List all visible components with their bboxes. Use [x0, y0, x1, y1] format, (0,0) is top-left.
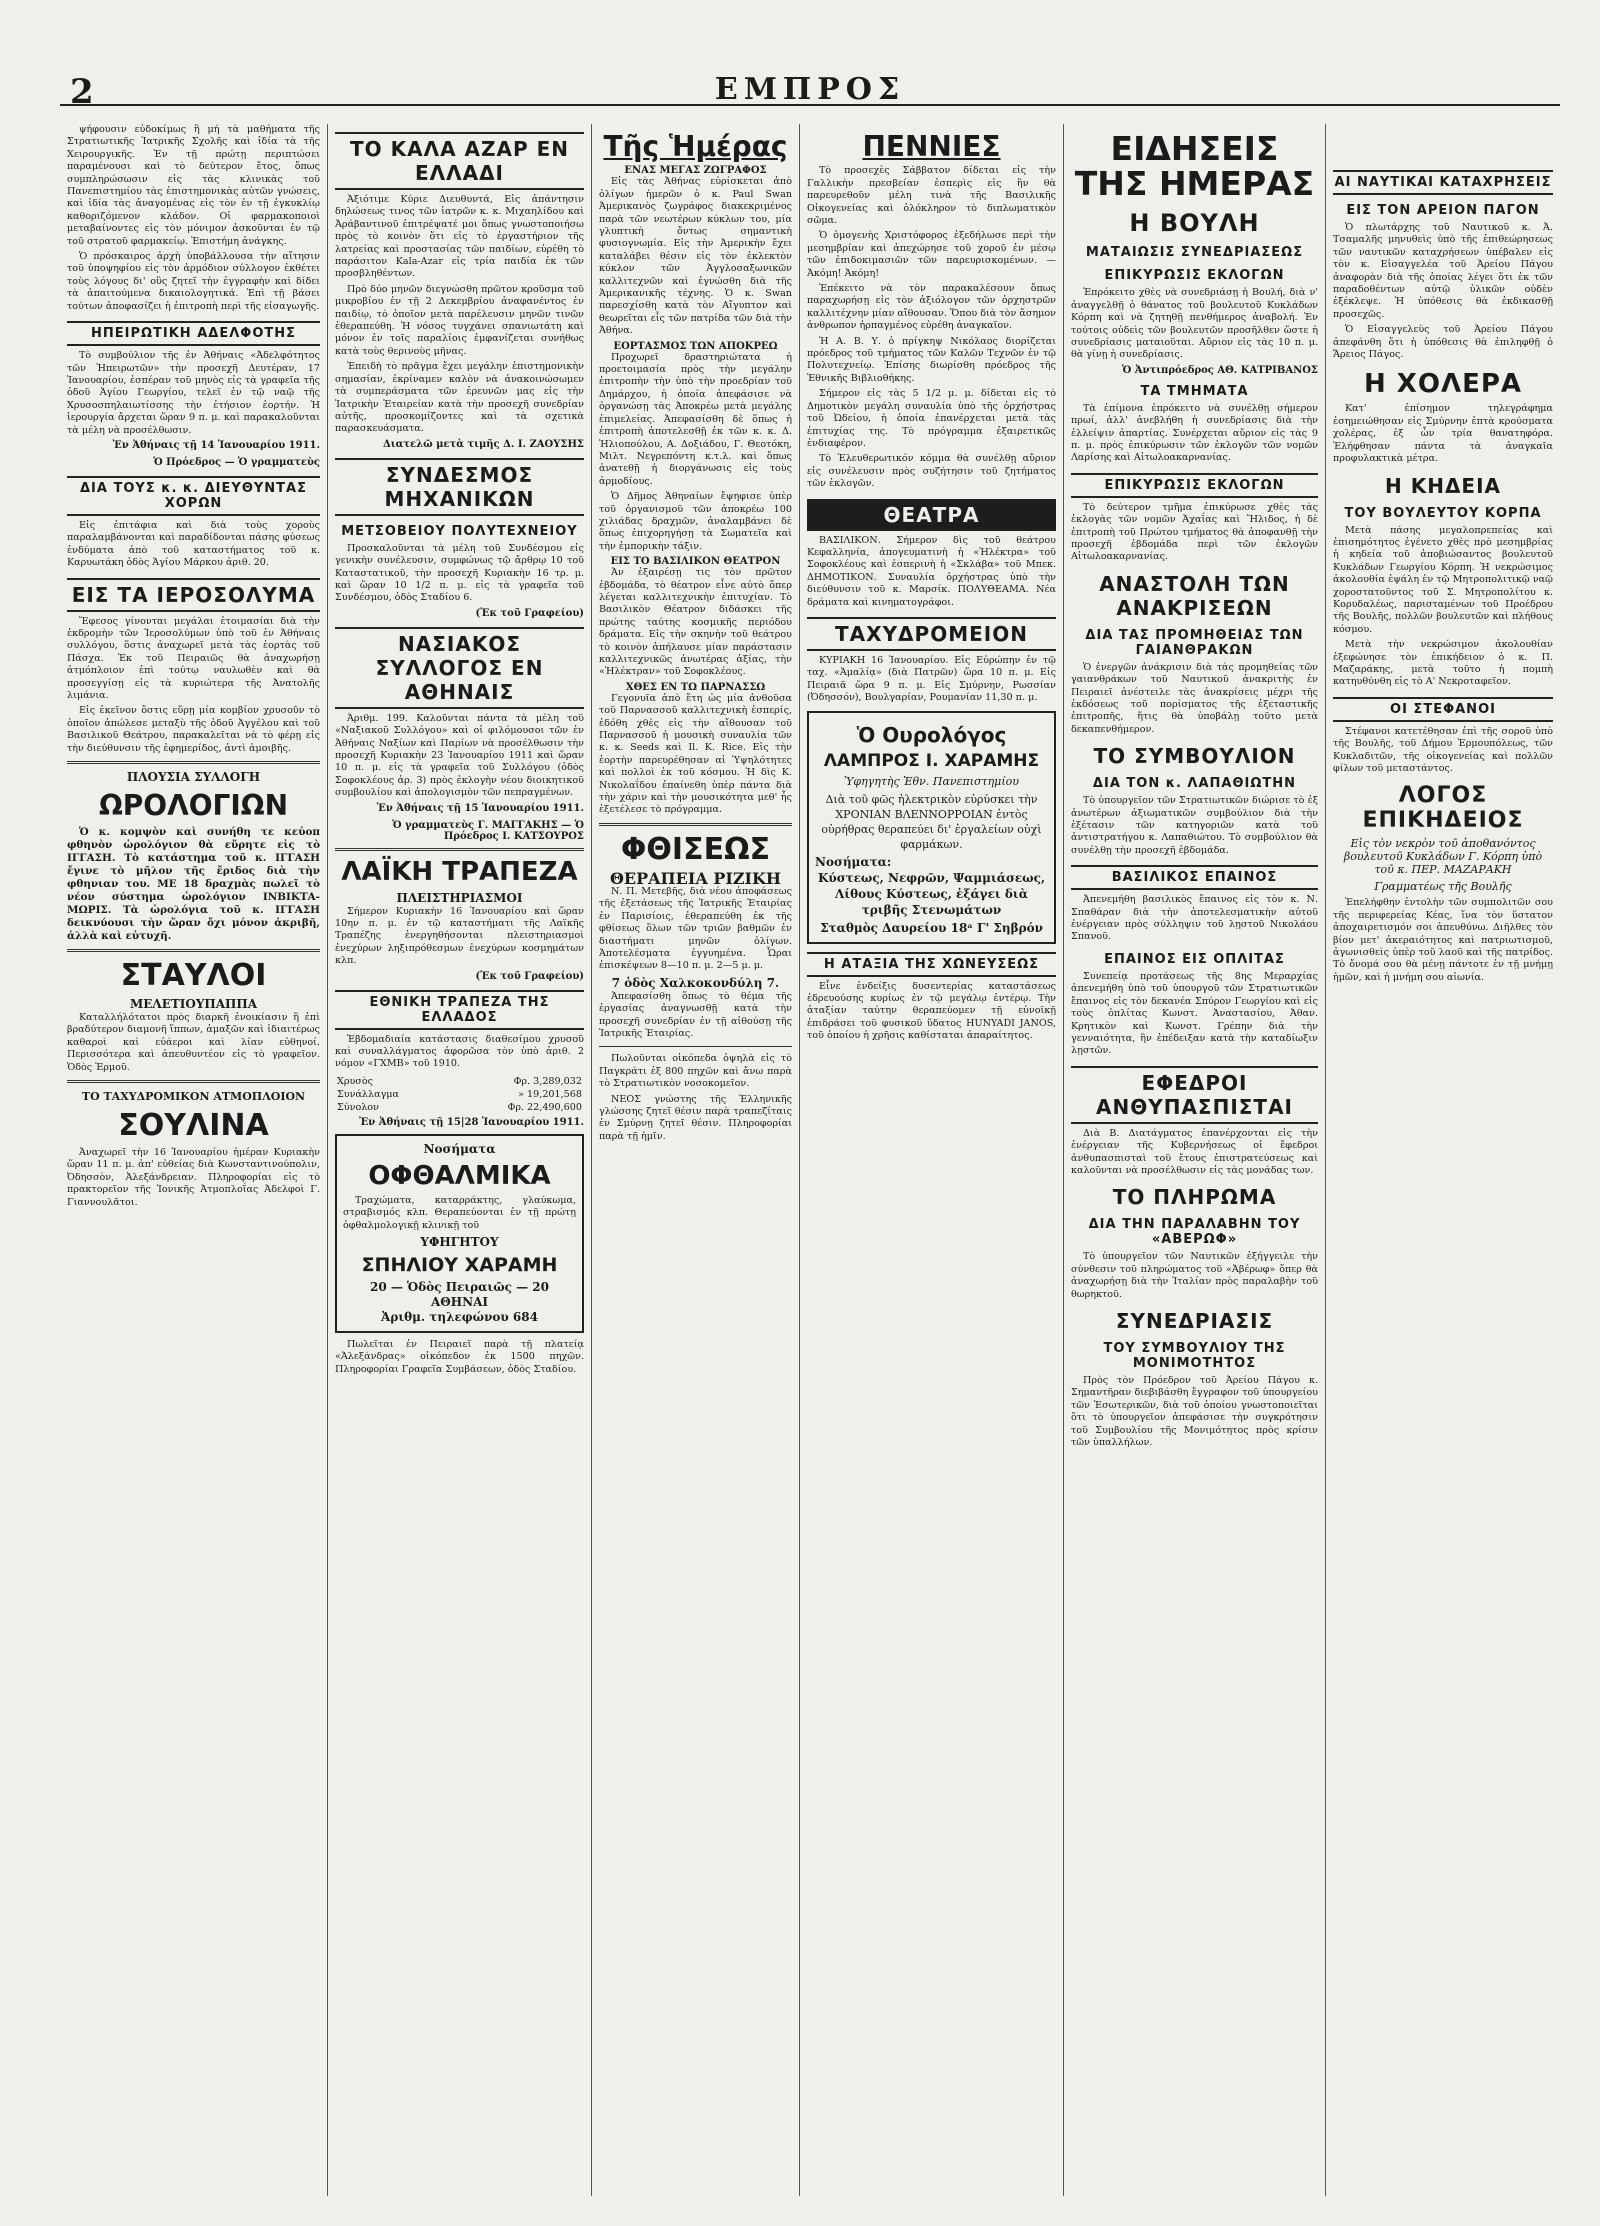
article-text: Πρὸς τὸν Πρόεδρον τοῦ Ἀρείου Πάγου κ. Σημαντῆραν διεβιβάσθη ἔγγραφον τοῦ ὑπουργείου τῶν Ἐσωτερικῶν, διὰ τοῦ ὁποίου γνωστοποιεῖται ὅτι τὸ ὑπουργεῖον ἀπεφάσισε τὴν συγκρότησιν τοῦ Συμβουλίου τῆς Μονιμότητος πρὸς κρίσιν τῶν ὑπαλλήλων. [1071, 1374, 1318, 1448]
article-text: Ὁ ὁμογενὴς Χριστόφορος ἐξεδήλωσε περὶ τὴν μεσημβρίαν καὶ ἀπεχώρησε τοῦ χοροῦ ἐν μέσῳ τῶν ἐπιδοκιμασιῶν τῶν παρευρισκομένων. — Ἀκόμη! Ἀκόμη! [807, 230, 1056, 279]
masthead [60, 72, 1560, 112]
headline: ΔΙΑ ΤΟΥΣ κ. κ. ΔΙΕΥΘΥΝΤΑΣ ΧΟΡΩΝ [67, 476, 320, 516]
article-text: Τὸ Ἐλευθερωτικόν κόμμα θὰ συνέλθῃ αὔριον εἰς συνέλευσιν πρὸς συζήτησιν τοῦ ζητήματος τῶν ἐκλογῶν. [807, 453, 1056, 490]
gold-table [335, 1074, 584, 1115]
article-text: Κατ' ἐπίσημον τηλεγράφημα ἐσημειώθησαν εἰς Σμύρνην ἐπτὰ κρούσματα χολέρας, ἐξ ὧν τρία θανατηφόρα. Ἐλήφθησαν πάντα τὰ ἀναγκαῖα προφυλακτικὰ μέτρα. [1333, 403, 1553, 465]
article-text: Ἀξιότιμε Κύριε Διευθυντά, Εἰς ἀπάντησιν δηλώσεως τινος τῶν ἰατρῶν κ. κ. Μιχαηλίδου καὶ Ἀράβαντινοῦ ἐπιτρέψατέ μοι ὅπως γνωστοποιήσω πρὸς τὸ κοινὸν ὅτι εἰς τὸ ἐργαστήριον τῆς λατρείας καὶ προστασίας τῶν παιδίων, εὑρέθη τὸ παράσιτον Kala-Azar εἰς τρία παιδία ἐκ τῶν προσβληθέντων. [335, 194, 584, 280]
headline: ΣΥΝΕΔΡΙΑΣΙΣ [1115, 1308, 1274, 1333]
headline: ΕΦΕΔΡΟΙ ΑΝΘΥΠΑΣΠΙΣΤΑΙ [1071, 1066, 1318, 1124]
article-text: Ὁ Δῆμος Ἀθηναίων ἔψηφισε ὑπὲρ τοῦ ὀργανισμοῦ τῶν ἀποκρέω 100 χιλιάδας δραχμῶν, ἀναλαμβάνει δὲ ὅπως ἐπιχορηγήσῃ τὰ Σωματεῖα καὶ τὴν ἐμπορικὴν τάξιν. [599, 491, 792, 552]
table-cell: Φρ. 22,490,600 [507, 1101, 582, 1113]
headline: ΕΠΑΙΝΟΣ ΕΙΣ ΟΠΛΙΤΑΣ [1104, 951, 1285, 967]
ad-label: Νοσήματα: [815, 854, 892, 869]
article-text: Τὸ συμβούλιον τῆς ἐν Ἀθήναις «Ἀδελφότητος τῶν Ἠπειρωτῶν» τὴν προσεχῆ Δευτέραν, 17 Ἰανουαρίου, ἑσπέραν τοῦ μηνὸς εἰς τὰ γραφεῖα τῆς ὁδοῦ Ἀγίου Γεωργίου, τελεῖ ἐν τῷ ναῷ τῆς Χρυσοσπηλαιωτίσσης τὴν ἐτήσιον ἑορτήν. Ἡ ἱερουργία ἄρχεται ὥραν 9 π. μ. καὶ παρακαλοῦνται τὰ μέλη νὰ προσέλθωσιν. [67, 350, 320, 436]
article-text: Ὁ πρόσκαιρος ἀρχὴ ὑποβάλλουσα τὴν αἴτησιν τοῦ ὑποψηφίου εἰς τὸν ἀρμόδιον σύλλογον ἐκθέτει τοὺς λόγους δι' οὓς ζητεῖ τὴν ἐγγραφὴν καὶ δίδει τὰ ἀπαιτούμενα δικαιολογητικά. Ἐπὶ τῇ βάσει τούτων ἀποφασίζει ἡ ἐπιτροπὴ περὶ τῆς εἰσαγωγῆς. [67, 251, 320, 312]
article-text: Ὁ Εἰσαγγελεὺς τοῦ Ἀρείου Πάγου ἀπεφάνθη ὅτι ἡ ὑπόθεσις θὰ ἐπιληφθῇ ὁ Ἄρειος Πάγος. [1333, 324, 1553, 361]
headline: Η ΚΗΔΕΙΑ [1385, 473, 1501, 498]
article-text: ΒΑΣΙΛΙΚΟΝ. Σήμερον δὶς τοῦ θεάτρου Κεφαλληνία, ἀπογευματινὴ ἡ «Ἡλέκτρα» τοῦ Σοφοκλέους καὶ ἑσπερινὴ ἡ «Σκλάβα» τοῦ Μπεκ. ΔΗΜΟΤΙΚΟΝ. Συναυλία ὀρχήστρας ὑπὸ τὴν διεύθυνσιν τοῦ κ. Μαρσίκ. ΠΟΛΥΘΕΑΜΑ. Νέα δράματα καὶ κινηματογράφοι. [807, 534, 1056, 608]
headline: ΣΥΝΔΕΣΜΟΣ ΜΗΧΑΝΙΚΩΝ [335, 458, 584, 516]
ad-subtitle: ΠΛΕΙΣΤΗΡΙΑΣΜΟΙ [396, 890, 523, 905]
article-text: Συνεπείᾳ προτάσεως τῆς 8ης Μεραρχίας ἀπενεμήθη ὑπὸ τοῦ ὑπουργοῦ τῶν Στρατιωτικῶν ἔπαινος εἰς τὸν δεκανέα Σπύρον Γεωργίου καὶ εἰς τοὺς ὁπλίτας Κωνστ. Ἀναστασίου, Ἀθαν. Κρητικὸν καὶ Κωνστ. Γρέπην διὰ τὴν γενναιότητα, ἣν ἐπέδειξαν κατὰ τὴν καταδίωξιν λῃστῶν. [1071, 970, 1318, 1057]
ad-name: ΣΠΗΛΙΟΥ ΧΑΡΑΜΗ [361, 1254, 558, 1277]
article-text: Ἀπεφασίσθη ὅπως τὸ θέμα τῆς ἐργασίας ἀναγνωσθῇ κατὰ τὴν προσεχῆ συνεδρίαν ἐν τῇ αἰθούσῃ τῆς Ἰατρικῆς Ἑταιρίας. [599, 990, 792, 1039]
article-text: Τὰ ἐπίμονα ἐπρόκειτο νὰ συνέλθῃ σήμερον πρωί, ἀλλ' ἀνεβλήθη ἡ συνεδρίασις διὰ τὴν ἐλλείψιν ἀπαρτίας. Συνέρχεται αὔριον εἰς τὰς 9 π. μ. πρὸς ἐπικύρωσιν τῶν ἐκλογῶν τῶν νομῶν Λαρίσης καὶ Αἰτωλοακαρνανίας. [1071, 402, 1318, 464]
subhead: ΔΙΑ ΤΟΝ κ. ΛΑΠΑΘΙΩΤΗΝ [1092, 776, 1297, 792]
ad-subtitle: ΜΕΛΕΤΙΟΥΠΑΠΠΑ [129, 997, 258, 1012]
headline: ΒΑΣΙΛΙΚΟΣ ΕΠΑΙΝΟΣ [1071, 865, 1318, 890]
table-cell: Συνάλλαγμα [337, 1088, 400, 1100]
article-text: Πρὸ δύο μηνῶν διεγνώσθη πρῶτον κροῦσμα τοῦ μικροβίου ἐν τῇ 2 Δεκεμβρίου ἀναφανέντος ἐν παιδίῳ, τὸ ὁποῖον μετὰ παρέλευσιν μηνῶν τινῶν ἐθεραπεύθη. Ἡ νόσος τυγχάνει σπανιωτάτη καὶ μόνον ἐν τοῖς παραλίοις ἐμφανίζεται συνήθως κατὰ τοὺς θερινοὺς μῆνας. [335, 283, 584, 357]
ad-title: ΦΘΙΣΕΩΣ [620, 831, 771, 867]
article-text: Εἰς ἐκεῖνον ὅστις εὕρῃ μία κομβίον χρυσοῦν τὸ ὁποῖον ἀπώλεσε μεταξὺ τῆς ὁδοῦ Ἀγγέλου καὶ τοῦ Βασιλικοῦ Θεάτρου, παρακαλεῖται νὰ τὸ φέρῃ εἰς τὴν διεύθυνσιν τῆς ἐφημερίδος, ἀντὶ ἀμοιβῆς. [67, 705, 320, 754]
article-text: Τὸ προσεχὲς Σάββατον δίδεται εἰς τὴν Γαλλικὴν πρεσβείαν ἑσπερὶς εἰς ἣν θὰ παρευρεθοῦν μέλη τινὰ τῆς Βασιλικῆς Οἰκογενείας καὶ ὁλόκληρον τὸ διπλωματικὸν σῶμα. [807, 165, 1056, 227]
signature: Ὁ Πρόεδρος — Ὁ γραμματεὺς [153, 456, 320, 468]
divider [67, 1080, 320, 1083]
subhead: ΤΑ ΤΜΗΜΑΤΑ [1140, 383, 1249, 399]
subhead: Εἰς τὸν νεκρὸν τοῦ ἀποθανόντος βουλευτοῦ Κυκλάδων Γ. Κόρπη ὑπὸ τοῦ κ. ΠΕΡ. ΜΑΖΑΡΑΚΗ [1343, 837, 1543, 877]
article-text: Ἀριθμ. 199. Καλοῦνται πάντα τὰ μέλη τοῦ «Ναξιακοῦ Συλλόγου» καὶ οἱ φιλόμουσοι τῶν ἐν Ἀθήναις Ναξίων καὶ Παρίων νὰ προσέλθωσιν τὴν προσεχῆ Κυριακὴν 23 Ἰανουαρίου 1911 καὶ ὥραν 10 π. μ. εἰς τὰ γραφεῖα τοῦ Συλλόγου (ὁδὸς Σοφοκλέους ἀρ. 3) πρὸς ἐκλογὴν νέου διοικητικοῦ συμβουλίου καὶ ἀπολογισμὸν τῶν πεπραγμένων. [335, 712, 584, 799]
subhead: ΕΙΣ ΤΟ ΒΑΣΙΛΙΚΟΝ ΘΕΑΤΡΟΝ [610, 556, 781, 568]
article-text: ΚΥΡΙΑΚΗ 16 Ἰανουαρίου. Εἰς Εὐρώπην ἐν τῷ ταχ. «Ἀμαλίᾳ» (διὰ Πατρῶν) ὥρα 10 π. μ. Εἰς Πειραιᾶ ὥρα 9 π. μ. Εἰς Σμύρνην, Ρωσσίαν (Ὀδησσόν), Βουλγαρίαν, Ρουμανίαν 11,30 π. μ. [807, 654, 1056, 704]
subhead: ΕΟΡΤΑΣΜΟΣ ΤΩΝ ΑΠΟΚΡΕΩ [613, 340, 778, 352]
ad-title: ΟΦΘΑΛΜΙΚΑ [368, 1160, 551, 1191]
column-4 [800, 124, 1064, 2196]
signature: Ὁ Ἀντιπρόεδρος ΑΘ. ΚΑΤΡΙΒΑΝΟΣ [1121, 364, 1318, 376]
subhead: ΕΠΙΚΥΡΩΣΙΣ ΕΚΛΟΓΩΝ [1071, 473, 1318, 498]
headline: ΝΑΣΙΑΚΟΣ ΣΥΛΛΟΓΟΣ ΕΝ ΑΘΗΝΑΙΣ [335, 627, 584, 709]
divider [599, 823, 792, 826]
ad-city: ΑΘΗΝΑΙ [431, 1295, 488, 1310]
section-title: ΠΕΝΝΙΕΣ [862, 130, 1001, 163]
signature: (Ἐκ τοῦ Γραφείου) [475, 970, 584, 982]
article-text: Μετὰ πάσης μεγαλοπρεπείας καὶ ἐπισημότητος ἐγένετο χθὲς πρὸ μεσημβρίας ἡ κηδεία τοῦ ἀποβιώσαντος βουλευτοῦ Κυκλάδων Γεωργίου Κόρπη. Ἡ νεκρώσιμος ἀκολουθία ἐψάλη ἐν τῷ Μητροπολιτικῷ ναῷ χοροστατοῦντος τοῦ Σ. Μητροπολίτου κ. Κορυδαλέως, παρισταμένων τοῦ Προέδρου τῆς Βουλῆς, πολλῶν βουλευτῶν καὶ πλήθους κόσμου. [1333, 524, 1553, 635]
signature: Διατελῶ μετὰ τιμῆς Δ. Ι. ΖΑΟΥΣΗΣ [382, 438, 584, 450]
table-cell: Σύνολον [337, 1101, 379, 1113]
signature: Ἐν Ἀθήναις τῇ 14 Ἰανουαρίου 1911. [112, 439, 320, 451]
divider [67, 949, 320, 952]
headline: ΤΟ ΣΥΜΒΟΥΛΙΟΝ [1093, 744, 1296, 769]
columns [60, 124, 1560, 2196]
column-2 [328, 124, 592, 2196]
column-5 [1064, 124, 1326, 2196]
ad-title: ΛΑΜΠΡΟΣ Ι. ΧΑΡΑΜΗΣ [823, 750, 1040, 771]
column-6 [1326, 124, 1560, 2196]
headline: ΟΙ ΣΤΕΦΑΝΟΙ [1333, 697, 1553, 722]
article-text: Τὸ ὑπουργεῖον τῶν Στρατιωτικῶν διώρισε τὸ ἐξ ἀνωτέρων ἀξιωματικῶν συμβούλιον διὰ τὴν ἐξέτασιν τῶν κατηγοριῶν κατὰ τοῦ ἀντιστρατήγου κ. Λαπαθιώτου. Τὸ συμβούλιον θὰ συνέλθῃ τὴν προσεχῆ ἑβδομάδα. [1071, 795, 1318, 856]
ad-kicker: ΥΦΗΓΗΤΟΥ [420, 1235, 499, 1250]
ad-title: ΩΡΟΛΟΓΙΩΝ [98, 789, 289, 823]
headline: ΛΟΓΟΣ ΕΠΙΚΗΔΕΙΟΣ [1362, 783, 1524, 834]
ad-text: Διὰ τοῦ φῶς ἠλεκτρικὸν εὐρύσκει τὴν ΧΡΟΝΙΑΝ ΒΛΕΝΝΟΡΡΟΙΑΝ ἐντὸς οὐρήθρας θεραπεύει δι' ἐργαλείων οὐχὶ φαρμάκων. [821, 792, 1042, 851]
article-text: Ὁ ἐνεργῶν ἀνάκρισιν διὰ τὰς προμηθείας τῶν γαιανθράκων τοῦ Ναυτικοῦ ἀνακριτὴς ἐν Πειραιεῖ ἀνέστειλε τὰς ἀνακρίσεις μέχρι τῆς ἐκδόσεως τοῦ πορίσματος τῆς ἐξεταστικῆς ἐπιτροπῆς, ἥτις θὰ ὑποβάλῃ τοῦτο μετὰ δεκαπενθήμερον. [1071, 661, 1318, 735]
headline: ΜΕΤΣΟΒΕΙΟΥ ΠΟΛΥΤΕΧΝΕΙΟΥ [341, 523, 578, 539]
article-text: Ὁ πλωτάρχης τοῦ Ναυτικοῦ κ. Ἀ. Τσαμαλῆς μηνυθεὶς ὑπὸ τῆς ἐπιθεώρησεως τῶν ναυτικῶν καταχρήσεων ὑπέβαλεν εἰς τὸν κ. Εἰσαγγελέα τοῦ Ἀρείου Πάγου ἀναφορὰν διὰ τῆς ὁποίας λέγει ὅτι ἐκ τῶν παραδοθέντων αὐτῷ ὑλικῶν οὐδὲν ἐξέκλεψε. Ἡ ὑπόθεσις θὰ ἐκδικασθῇ προσεχῶς. [1333, 222, 1553, 320]
headline: Η ΑΤΑΞΙΑ ΤΗΣ ΧΩΝΕΥΣΕΩΣ [807, 952, 1056, 977]
article-text: Ἐπρόκειτο χθὲς νὰ συνεδριάσῃ ἡ Βουλή, διὰ ν' ἀναγγελθῇ ὁ θάνατος τοῦ βουλευτοῦ Κυκλάδων Κόρπη καὶ νὰ ζητηθῇ πενθήμερος ἀναβολή. Ἐν τούτοις οὐδεὶς τῶν βουλευτῶν προσῆλθεν ὥστε ἡ συνεδρίασις ματαιοῦται. Αὔριον εἰς τὰς 10 π. μ. θὰ γίνῃ ἡ συνεδρίασις. [1071, 287, 1318, 361]
article-text: Ἀπενεμήθη βασιλικὸς ἔπαινος εἰς τὸν κ. Ν. Σπαθάραν διὰ τὴν ἀποτελεσματικὴν αὐτοῦ ἐνέργειαν πρὸς σύλληψιν τοῦ λῃστοῦ Νικολάου Σπανοῦ. [1071, 894, 1318, 943]
signature: (Ἐκ τοῦ Γραφείου) [475, 607, 584, 619]
signature: Ἐν Ἀθήναις τῇ 15|28 Ἰανουαρίου 1911. [359, 1116, 584, 1128]
article-text: Ἔφεσος γίνονται μεγάλαι ἑτοιμασίαι διὰ τὴν ἐκδρομὴν τῶν Ἱεροσολύμων ὑπὸ τοῦ ἐν Ἀθήναις συλλόγου, ὅστις ἀναχωρεῖ μετὰ τὰς ἑορτὰς τοῦ Πάσχα. Ἐκ τοῦ Πειραιῶς θὰ ἀναχωρήσῃ ἀτμόπλοιον ἐπὶ τούτῳ ναυλωθὲν καὶ θὰ προσεγγίσῃ εἰς τὰ κυριώτερα τῆς Ἀνατολῆς λιμάνια. [67, 615, 320, 701]
ad-text: Ἀναχωρεῖ τὴν 16 Ἰανουαρίου ἡμέραν Κυριακὴν ὥραν 11 π. μ. ἀπ' εὐθείας διὰ Κωνσταντινούπολιν, Ὀδησσὸν, Ἀλεξάνδρειαν. Πληροφορίαι εἰς τὸ πρακτορεῖον τῆς Ἰονικῆς Ἀτμοπλοΐας Ἀδελφοὶ Γ. Γιαννουλᾶτοι. [67, 1147, 320, 1208]
article-text: Πωλοῦνται οἰκόπεδα ὀψηλὰ εἰς τὸ Παγκράτι ἐξ 800 πηχῶν καὶ ἄνω παρὰ τὸ Στρατιωτικὸν νοσοκομεῖον. [599, 1053, 792, 1090]
headline: ΗΠΕΙΡΩΤΙΚΗ ΑΔΕΛΦΟΤΗΣ [67, 321, 320, 346]
divider [599, 1046, 792, 1047]
ad-text: Ὁ κ. κομψὸν καὶ συνήθη τε κεὐοπ φθηνὸν ὡρολόγιον θὰ εὕρητε εἰς τὸ ΙΓΓΑΣΗ. Τὸ κατάστημα τοῦ κ. ΙΓΓΑΣΗ ἔγινε τὸ μῆλον τῆς ἔριδος διὰ τὴν φθηνιαν του. ΜΕ 18 δραχμὰς πωλεῖ τὸ νέον σύστημα ὡρολόγιον ΙΝΒΙΚΤΑ-ΜΩΡΙΣ. Τὰ ὡρολόγια τοῦ κ. ΙΓΓΑΣΗ δεικνύουσι τὴν ὥραν ὄχι μόνον ἀκριβῆ, ἀλλὰ καὶ εὐτυχῆ. [67, 826, 320, 943]
paper-name: ΕΜΠΡΟΣ [714, 72, 906, 107]
article-text: Εἰς ἐπιτάφια καὶ διὰ τοὺς χοροὺς παραλαμβάνονται καὶ παραδίδονται πάσης φύσεως ἐνδύματα ἀπὸ τοῦ καταστήματος τοῦ κ. Καρυωτάκη ὁδὸς Ἁγίου Μάρκου ἀριθ. 20. [67, 519, 320, 569]
ad-title: ΣΤΑΥΛΟΙ [120, 958, 267, 994]
ad-address: Σταθμὸς Δαυρείου 18ᵃ Γ' Σηβρόν [820, 920, 1043, 935]
headline: ΤΟ ΚΑΛΑ ΑΖΑΡ ΕΝ ΕΛΛΑΔΙ [335, 132, 584, 190]
ad-text: Σήμερον Κυριακὴν 16 Ἰανουαρίου καὶ ὥραν 10ην π. μ. ἐν τῷ καταστήματι τῆς Λαϊκῆς Τραπέζης ἐνεργηθήσονται πλειστηριασμοὶ ἐνεχύρων ληξιπρόθεσμων ἐνεχύρων κοσμημάτων κλπ. [335, 905, 584, 967]
ad-text: Τραχώματα, καταρράκτης, γλαύκωμα, στραβισμός κλπ. Θεραπεύονται ἐν τῇ πρώτῃ ὀφθαλμολογικῇ κλινικῇ τοῦ [343, 1194, 576, 1231]
table-cell: » 19,201,568 [518, 1088, 582, 1100]
article-text: Ἑβδομαδιαία κατάστασις διαθεσίμου χρυσοῦ καὶ συναλλάγματος ἀφορῶσα τὸν ὑπὸ ἀριθ. 2 νόμον «ΓΧΜΒ» τοῦ 1910. [335, 1033, 584, 1070]
ad-subtitle: ΘΕΡΑΠΕΙΑ ΡΙΖΙΚΗ [609, 868, 782, 888]
subhead: ΔΙΑ ΤΗΝ ΠΑΡΑΛΑΒΗΝ ΤΟΥ «ΑΒΕΡΩΦ» [1088, 1217, 1301, 1248]
table-row [337, 1076, 582, 1087]
headline: ΑΙ ΝΑΥΤΙΚΑΙ ΚΑΤΑΧΡΗΣΕΙΣ [1333, 170, 1553, 195]
ad-kicker: ΤΟ ΤΑΧΥΔΡΟΜΙΚΟΝ ΑΤΜΟΠΛΟΙΟΝ [81, 1090, 306, 1104]
ad-title: ΣΟΥΛΙΝΑ [118, 1108, 269, 1144]
ad-box [807, 711, 1056, 944]
article-text: Διὰ Β. Διατάγματος ἐπανέρχονται εἰς τὴν ἐνέργειαν τῆς Κυβερνήσεως οἱ ἔφεδροι ἀνθυπασπισταὶ τοῦ ἔτους ἐπιστρατεύσεως καὶ καλοῦνται νὰ προσέλθωσιν εἰς τὰς μονάδας των. [1071, 1127, 1318, 1176]
section-title: Τῆς Ἡμέρας [603, 130, 788, 163]
article-text: Μετὰ τὴν νεκρώσιμον ἀκολουθίαν ἐξεφώνησε τὸν ἐπικήδειον ὁ κ. Π. Μαζαράκης, μετὰ τοῦτο ἡ πομπὴ κατηυθύνθη εἰς τὸ Α' Νεκροταφεῖον. [1333, 639, 1553, 688]
article-text: Τὸ ὑπουργεῖον τῶν Ναυτικῶν ἐξήγγειλε τὴν σύνθεσιν τοῦ πληρώματος τοῦ «Ἀβέρωφ» ὅπερ θὰ ἀναχωρήσῃ διὰ τὴν Ἰταλίαν πρὸς παραλαβὴν τοῦ θωρηκτοῦ. [1071, 1251, 1318, 1300]
divider [335, 848, 584, 851]
table-row [337, 1102, 582, 1113]
ad-subtitle: Ὑφηγητὴς Ἐθν. Πανεπιστημίου [844, 774, 1019, 788]
article-text: Ἐπελήφθην ἐντολὴν τῶν συμπολιτῶν σου τῆς περιφερείας Κέας, ἵνα τὸν ὕστατον ἀποχαιρετισμόν σοι ἀπευθύνω. Διῆλθες τὸν βίον μετ' ἀκεραιότητος καὶ πατριωτισμοῦ, ἀγωνισθεὶς ὑπὲρ τοῦ λαοῦ καὶ τῆς πατρίδος. Τὸ ὄνομά σου θὰ μένῃ πάντοτε ἐν τῇ μνήμῃ ἡμῶν, καὶ ἡ μνήμη σου αἰωνία. [1333, 897, 1553, 983]
headline: ΘΕΑΤΡΑ [807, 499, 1056, 531]
subhead: ΤΟΥ ΣΥΜΒΟΥΛΙΟΥ ΤΗΣ ΜΟΝΙΜΟΤΗΤΟΣ [1103, 1340, 1286, 1371]
subhead: ΔΙΑ ΤΑΣ ΠΡΟΜΗΘΕΙΑΣ ΤΩΝ ΓΑΙΑΝΘΡΑΚΩΝ [1085, 627, 1304, 658]
article-text: Ἐπειδὴ τὸ πρᾶγμα ἔχει μεγάλην ἐπιστημονικὴν σημασίαν, ἐκρίναμεν καλὸν νὰ ἀνακοινώσωμεν τὰ συμπεράσματα τῶν ἐρευνῶν μας εἰς τὴν Ἰατρικὴν Ἑταιρείαν κατὰ τὴν προσεχῆ συνεδρίαν αὐτῆς, προσκομίζοντες καὶ τὰ σχετικὰ παρασκευάσματα. [335, 361, 584, 435]
ad-address: 7 ὁδὸς Χαλκοκονδύλη 7. [611, 975, 780, 990]
ad-text: Ν. Π. Μετεβῆς, διὰ νέου ἀποφάσεως τῆς ἐξετάσεως τῆς Ἰατρικῆς Ἑταιρίας ἐν Παρισίοις, ἐθεραπεύθη ἐκ τῆς φθίσεως ὅλων τῶν τριῶν βαθμῶν ἐν διαστήματι μηνῶν ὀλίγων. Ἀποτελέσματα ἐγγυημένα. Ὧραι ἐπισκέψεων 8—10 π. μ. 2—5 μ. μ. [599, 885, 792, 972]
column-3 [592, 124, 800, 2196]
table-row [337, 1089, 582, 1100]
article-text: Εἶνε ἐνδείξις δυσεντερίας καταστάσεως ἐδρευούσης κυρίως ἐν τῷ μεγάλῳ ἐντέρῳ. Τὴν ἀταξίαν ταύτην θεραπεύομεν τῇ εὐνοϊκῇ ἐπιδράσει τοῦ φυσικοῦ ὕδατος HUNYADI JANOS, τοῦ ὁποίου ἡ χρῆσις καθίσταται ἀπαραίτητος. [807, 980, 1056, 1042]
article-text: Ἀν ἐξαιρέσῃ τις τὸν πρῶτον ἐβδομάδα, τὸ θέατρον εἶνε αὐτὸ ὅπερ λέγεται καλλιτεχνικὴν ἐπιτυχίαν. Τὸ Βασιλικὸν Θέατρον διδάσκει τῆς πρώτης ταύτης κοσμικῆς περιόδου δράματα. Εἰς τὴν σκηνὴν τοῦ θεάτρου τὸ κοινὸν ἀπήλαυσε μίαν παράστασιν καλλιτεχνικῶς ἀνωτέρας ἀξίας, τὴν «Ἡλέκτραν» τοῦ Σοφοκλέους. [599, 567, 792, 678]
ad-kicker: Ὁ Ουρολόγος [856, 722, 1007, 747]
ad-address: 20 — Ὁδὸς Πειραιῶς — 20 [369, 1280, 549, 1295]
headline: Η ΧΟΛΕΡΑ [1363, 369, 1523, 400]
headline: ΕΘΝΙΚΗ ΤΡΑΠΕΖΑ ΤΗΣ ΕΛΛΑΔΟΣ [335, 990, 584, 1030]
ad-kicker: Νοσήματα [423, 1141, 496, 1156]
headline: ΤΟ ΠΛΗΡΩΜΑ [1112, 1185, 1277, 1210]
subhead: ΤΟΥ ΒΟΥΛΕΥΤΟΥ ΚΟΡΠΑ [1344, 505, 1542, 521]
article-text: Στέφανοι κατετέθησαν ἐπὶ τῆς σοροῦ ὑπὸ τῆς Βουλῆς, τοῦ Δήμου Ἑρμουπόλεως, τῶν Κυκλαδιτῶν, τῆς οἰκογενείας καὶ πολλῶν φίλων τοῦ μεταστάντος. [1333, 725, 1553, 774]
article-text: Ἡ Α. Β. Υ. ὁ πρίγκηψ Νικόλαος διορίζεται πρόεδρος τοῦ τμήματος τῶν Καλῶν Τεχνῶν ἐν τῷ Πολυτεχνείῳ. Ἐπίσης διωρίσθη πρόεδρος τῆς Ἐθνικῆς Βιβλιοθήκης. [807, 335, 1056, 384]
section-title: ΕΙΔΗΣΕΙΣ ΤΗΣ ΗΜΕΡΑΣ [1074, 129, 1315, 203]
article-text: Σήμερον εἰς τὰς 5 1/2 μ. μ. δίδεται εἰς τὸ Δημοτικὸν μεγάλη συναυλία ὑπὸ τῆς ὀρχήστρας τοῦ Ὠδείου, ἡ ὁποία ἐπανέρχεται μετὰ τὰς ἐπιτυχίας της. Τὸ πρόγραμμα ἐξαιρετικῶς ἐνδιαφέρον. [807, 388, 1056, 449]
subhead: ΕΝΑΣ ΜΕΓΑΣ ΖΩΓΡΑΦΟΣ [624, 165, 767, 177]
article-text: Προχωρεῖ δραστηριώτατα ἡ προετοιμασία πρὸς τὴν μεγάλην ἐπιτροπὴν τὴν ὑπὸ τὴν προεδρίαν τοῦ Δημάρχου, ἡ ὁποία ἀπεφάσισε νὰ ὀργανώσῃ τὰς Ἀποκρέω μετὰ μεγάλης ἐπιμελείας. Ἀπεφασίσθη δὲ ὅπως ἡ ἐπιτροπὴ ἀποτελεσθῇ ἐκ τῶν κ. κ. Δ. Ἠλιοπούλου, Α. Δοξιάδου, Γ. Θεοτόκη, Μιλτ. Νεγρεπόντη κ.τ.λ. καὶ ὅπως ἀνατεθῇ ἡ διοργάνωσις εἰς τοὺς ἁρμοδίους. [599, 351, 792, 487]
subhead: Γραμματέως τῆς Βουλῆς [1374, 880, 1512, 894]
page-number: 2 [70, 72, 94, 112]
ad-phone: Ἀριθμ. τηλεφώνου 684 [381, 1310, 538, 1325]
column-1 [60, 124, 328, 2196]
signature: Ὁ γραμματεὺς Γ. ΜΑΓΓΑΚΗΣ — Ὁ Πρόεδρος Ι. ΚΑΤΣΟΥΡΟΣ [392, 819, 584, 842]
article-text: Τὸ δεύτερον τμῆμα ἐπικύρωσε χθὲς τὰς ἐκλογὰς τῶν νομῶν Ἀχαΐας καὶ Ἤλιδος, ἡ δὲ ἐπιτροπὴ τοῦ Πρώτου τμήματος θὰ ἀποφανθῇ τὴν προσεχῆ ἑβδομάδα περὶ τῶν ἐκλογῶν Αἰτωλοακαρνανίας. [1071, 501, 1318, 563]
ad-title: ΛΑΪΚΗ ΤΡΑΠΕΖΑ [341, 856, 578, 887]
signature: Ἐν Ἀθήναις τῇ 15 Ἰανουαρίου 1911. [376, 802, 584, 814]
article-text: ΝΕΟΣ γνώστης τῆς Ἑλληνικῆς γλώσσης ζητεῖ θέσιν παρὰ τραπεζίταις ἐν Σμύρνῃ ζητεῖ θέσιν. Πληροφορίαι παρὰ τῇ ἡμῖν. [599, 1093, 792, 1142]
ad-box [335, 1134, 584, 1333]
article-text: ψήφουσιν εὐδοκίμως ἢ μή τὰ μαθήματα τῆς Στρατιωτικῆς Ἰατρικῆς Σχολῆς καὶ ἰδία τὰ τῆς Χειρουργικῆς. Ἐν τῇ πρώτῃ περιπτώσει παραμένουσι καὶ τὸ δεύτερον ἔτος, ὅπως συμπληρώσωσιν εἰς τὰς κλινικὰς τοῦ Πανεπιστημίου τὰς ἐπιστημονικὰς αὐτῶν γνώσεις, καὶ ἰδία τὰς ἀναγομένας εἰς τὸν ἐν τῇ ἐγκυκλίῳ καθοριζόμενον κλάδον. Οἱ φαρμακοποιοὶ μεταβαίνοντες εἰς τὸν μόνιμον ἀσκοῦνται ἐν τῷ τοῦ στρατοῦ φαρμακείῳ. Ἐπιστήμη ἀνάγκης. [67, 124, 320, 247]
article-text: Γεγονυῖα ἀπὸ ἔτη ὡς μία ἀνθοῦσα τοῦ Παρνασσοῦ καλλιτεχνικὴ ἑσπερίς, ἐδόθη χθὲς εἰς τὴν αἴθουσαν τοῦ Παρνασσοῦ ἡ μουσικὴ συναυλία τῶν κ. κ. Seeds καὶ Il. K. Rice. Εἰς τὴν ἑορτὴν παρευρέθησαν αἱ Ὑψηλότητες καὶ πολλοὶ ἐκ τοῦ κόσμου. Ἡ δὶς Κ. Νικολαΐδου ἐπαίνεθη ὑπὲρ πάντα διὰ τὴν χάριν καὶ τὴν μουσικότητα μεθ' ἧς ἐξετέλεσε τὸ πρόγραμμα. [599, 692, 792, 816]
headline: Η ΒΟΥΛΗ [1129, 209, 1260, 238]
table-cell: Χρυσὸς [337, 1075, 373, 1087]
subhead: ΕΙΣ ΤΟΝ ΑΡΕΙΟΝ ΠΑΓΟΝ [1346, 203, 1540, 218]
subhead: ΜΑΤΑΙΩΣΙΣ ΣΥΝΕΔΡΙΑΣΕΩΣ [1085, 245, 1304, 261]
article-text: Εἰς τὰς Ἀθήνας εὑρίσκεται ἀπὸ ὀλίγων ἡμερῶν ὁ κ. Paul Swan Ἀμερικανὸς ζωγράφος διακεκριμένος παρὰ τῶν νεωτέρων κύκλων του, μία γλυπτικὴ ὄντως σημαντικὴ φυσιογνωμία. Εἰς τὴν Ἀμερικὴν ἔχει καταλάβει θέσιν εἰς τὸν ἐκλεκτὸν κύκλον τῶν Ἀγγλοσαξωνικῶν καλλιτεχνῶν καὶ ἐγνώσθη διὰ τῆς Ἀμερικανικῆς τέχνης. Ὁ κ. Swan παρεσχίσθη κατὰ τὸν Αἴγυπτον καὶ θεωρεῖται εἷς τῶν πατρίδα τῶν διὰ τὴν Ἀθήνα. [599, 176, 792, 337]
ad-text: Κύστεως, Νεφρῶν, Ψαμμιάσεως, Λίθους Κύστεως, ἐξάγει διὰ τριβῆς Στενωμάτων [817, 870, 1046, 917]
article-text: Πωλεῖται ἐν Πειραιεῖ παρὰ τῇ πλατείᾳ «Ἀλεξάνδρας» οἰκόπεδον ἐκ 1500 πηχῶν. Πληροφορίαι Γραφεῖα Συμβάσεων, ὁδὸς Σταδίου. [335, 1339, 584, 1375]
article-text: Προσκαλοῦνται τὰ μέλη τοῦ Συνδέσμου εἰς γενικὴν συνέλευσιν, συμφώνως τῷ ἄρθρῳ 10 τοῦ Καταστατικοῦ, τὴν προσεχῆ Κυριακὴν 16 τρ. μ. καὶ ὥραν 10 1/2 π. μ. εἰς τὰ γραφεῖα τοῦ Συνδέσμου, ὁδὸς Σταδίου 6. [335, 542, 584, 604]
divider [67, 761, 320, 764]
headline: ΕΙΣ ΤΑ ΙΕΡΟΣΟΛΥΜΑ [67, 578, 320, 612]
ad-kicker: ΠΛΟΥΣΙΑ ΣΥΛΛΟΓΗ [126, 770, 261, 785]
headline: ΤΑΧΥΔΡΟΜΕΙΟΝ [807, 617, 1056, 651]
subhead: ΧΘΕΣ ΕΝ ΤΩ ΠΑΡΝΑΣΣΩ [625, 681, 766, 693]
ad-text: Καταλλήλότατοι πρὸς διαρκῆ ἐνοικίασιν ἢ ἐπὶ βραδύτερον διαμονῆ ἵππων, ἁμαξῶν καὶ ἰδιαιτέρως καθαροὶ καὶ εὐάεροι καὶ λίαν εὐθηνοί. Περισσότερα καὶ ἀπευθυντέον εἰς τὸ γραφεῖον. Ὁδὸς Ἑρμοῦ. [67, 1012, 320, 1073]
headline: ΑΝΑΣΤΟΛΗ ΤΩΝ ΑΝΑΚΡΙΣΕΩΝ [1099, 571, 1290, 620]
article-text: Ἐπέκειτο νὰ τὸν παρακαλέσουν ὅπως παραχωρήσῃ εἰς τὸν ἀξιόλογον τῶν ὀρχηστρῶν καλλιτέχνην μίαν αἴθουσαν. Ὅπου διὰ τὸν ἄσημον ἀνθρωπον ἠρπαγμένος εὐρέθη ἀναγκαῖον. [807, 283, 1056, 332]
table-cell: Φρ. 3,289,032 [513, 1075, 582, 1087]
subhead: ΕΠΙΚΥΡΩΣΙΣ ΕΚΛΟΓΩΝ [1104, 268, 1285, 284]
